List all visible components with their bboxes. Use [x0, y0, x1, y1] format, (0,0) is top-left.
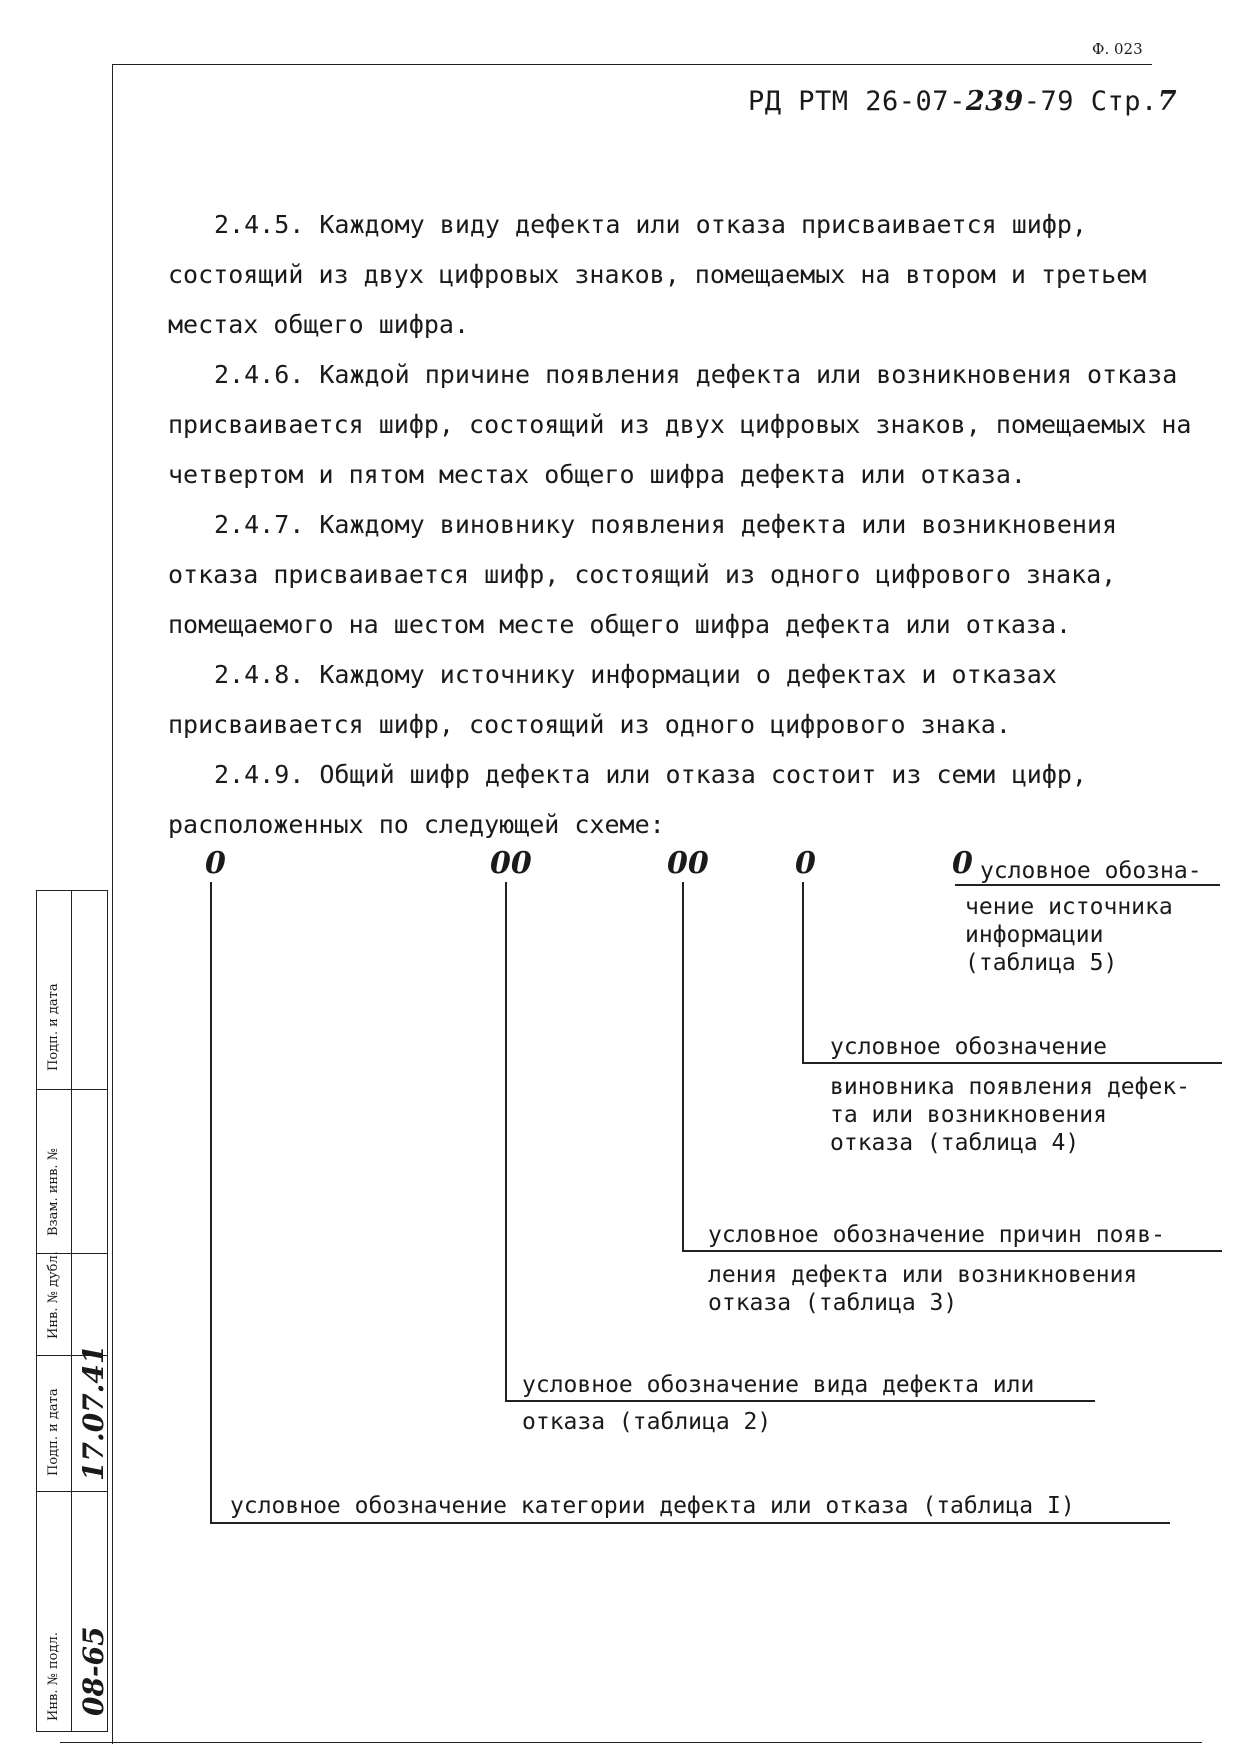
form-code: Ф. 023: [1092, 40, 1143, 58]
underline-culprit: [802, 1062, 1222, 1064]
stamp-handwritten-number: 08-65: [77, 1626, 110, 1716]
stamp-label-replace-inv: Взам. инв. №: [46, 1148, 61, 1236]
stamp-column-divider: [71, 891, 72, 1731]
side-stamp: [36, 890, 108, 1732]
label-culprit: условное обозначение: [830, 1034, 1107, 1060]
label-source: условное обозна-: [980, 858, 1202, 884]
paragraph-2-4-8: 2.4.8. Каждому источнику информации о дефектах и отказах присваивается шифр, состоящий из одного цифрового знака.: [168, 660, 1057, 739]
header-page-number: 7: [1157, 86, 1178, 117]
label-kind-cont: отказа (таблица 2): [522, 1409, 772, 1435]
stamp-label-dup-inv: Инв. № дубл.: [46, 1251, 61, 1339]
label-cause-cont: ления дефекта или возникновения отказа (таблица 3): [708, 1262, 1138, 1316]
underline-category: [210, 1522, 1170, 1524]
paragraph-2-4-6: 2.4.6. Каждой причине появления дефекта или возникновения отказа присваивается шифр, состоящий из двух цифровых знаков, помещаемых на четвертом и пятом местах общего шифра дефекта или отказа.: [168, 360, 1192, 489]
stamp-row-divider: [37, 1491, 107, 1492]
stamp-label-sign-date: Подп. и дата: [46, 983, 61, 1071]
scheme-digit-cause: 00: [667, 846, 709, 881]
leader-line-category: [210, 882, 212, 1522]
leader-line-cause: [682, 882, 684, 1250]
paragraph-2-4-7: 2.4.7. Каждому виновнику появления дефекта или возникновения отказа присваивается шифр, состоящий из одного цифрового знака, помещаемого на шестом месте общего шифра дефекта или отказа.: [168, 510, 1118, 639]
frame-left-line: [112, 64, 113, 1744]
label-cause: условное обозначение причин появ-: [708, 1222, 1165, 1248]
leader-line-kind: [505, 882, 507, 1400]
scheme-digit-category: 0: [205, 846, 226, 881]
stamp-label-sign-date-2: Подп. и дата: [46, 1388, 61, 1476]
stamp-label-orig-inv: Инв. № подл.: [46, 1632, 61, 1721]
header-suffix: -79 Стр.: [1023, 86, 1158, 117]
underline-cause: [682, 1250, 1222, 1252]
scheme-digit-kind: 00: [490, 846, 532, 881]
frame-top-line: [112, 64, 1152, 65]
stamp-handwritten-date: 17.07.41: [77, 1344, 110, 1481]
stamp-row-divider: [37, 1089, 107, 1090]
header-prefix: РД РТМ 26-07-: [748, 86, 966, 117]
header-doc-number: 239: [965, 86, 1024, 117]
label-source-cont: чение источника информации (таблица 5): [965, 894, 1173, 976]
underline-kind: [505, 1400, 1095, 1402]
scheme-digit-culprit: 0: [795, 846, 816, 881]
label-culprit-cont: виновника появления дефек- та или возникновения отказа (таблица 4): [830, 1074, 1191, 1156]
document-header: [748, 86, 1177, 117]
paragraph-2-4-5: 2.4.5. Каждому виду дефекта или отказа присваивается шифр, состоящий из двух цифровых знаков, помещаемых на втором и третьем местах общего шифра.: [168, 210, 1147, 339]
label-kind: условное обозначение вида дефекта или: [522, 1372, 1035, 1398]
scheme-digit-source: 0: [952, 846, 973, 881]
label-category: условное обозначение категории дефекта или отказа (таблица I): [230, 1493, 1075, 1519]
frame-bottom-line: [60, 1742, 1202, 1743]
paragraph-2-4-9: 2.4.9. Общий шифр дефекта или отказа состоит из семи цифр, расположенных по следующей схеме:: [168, 760, 1087, 839]
leader-line-culprit: [802, 882, 804, 1062]
